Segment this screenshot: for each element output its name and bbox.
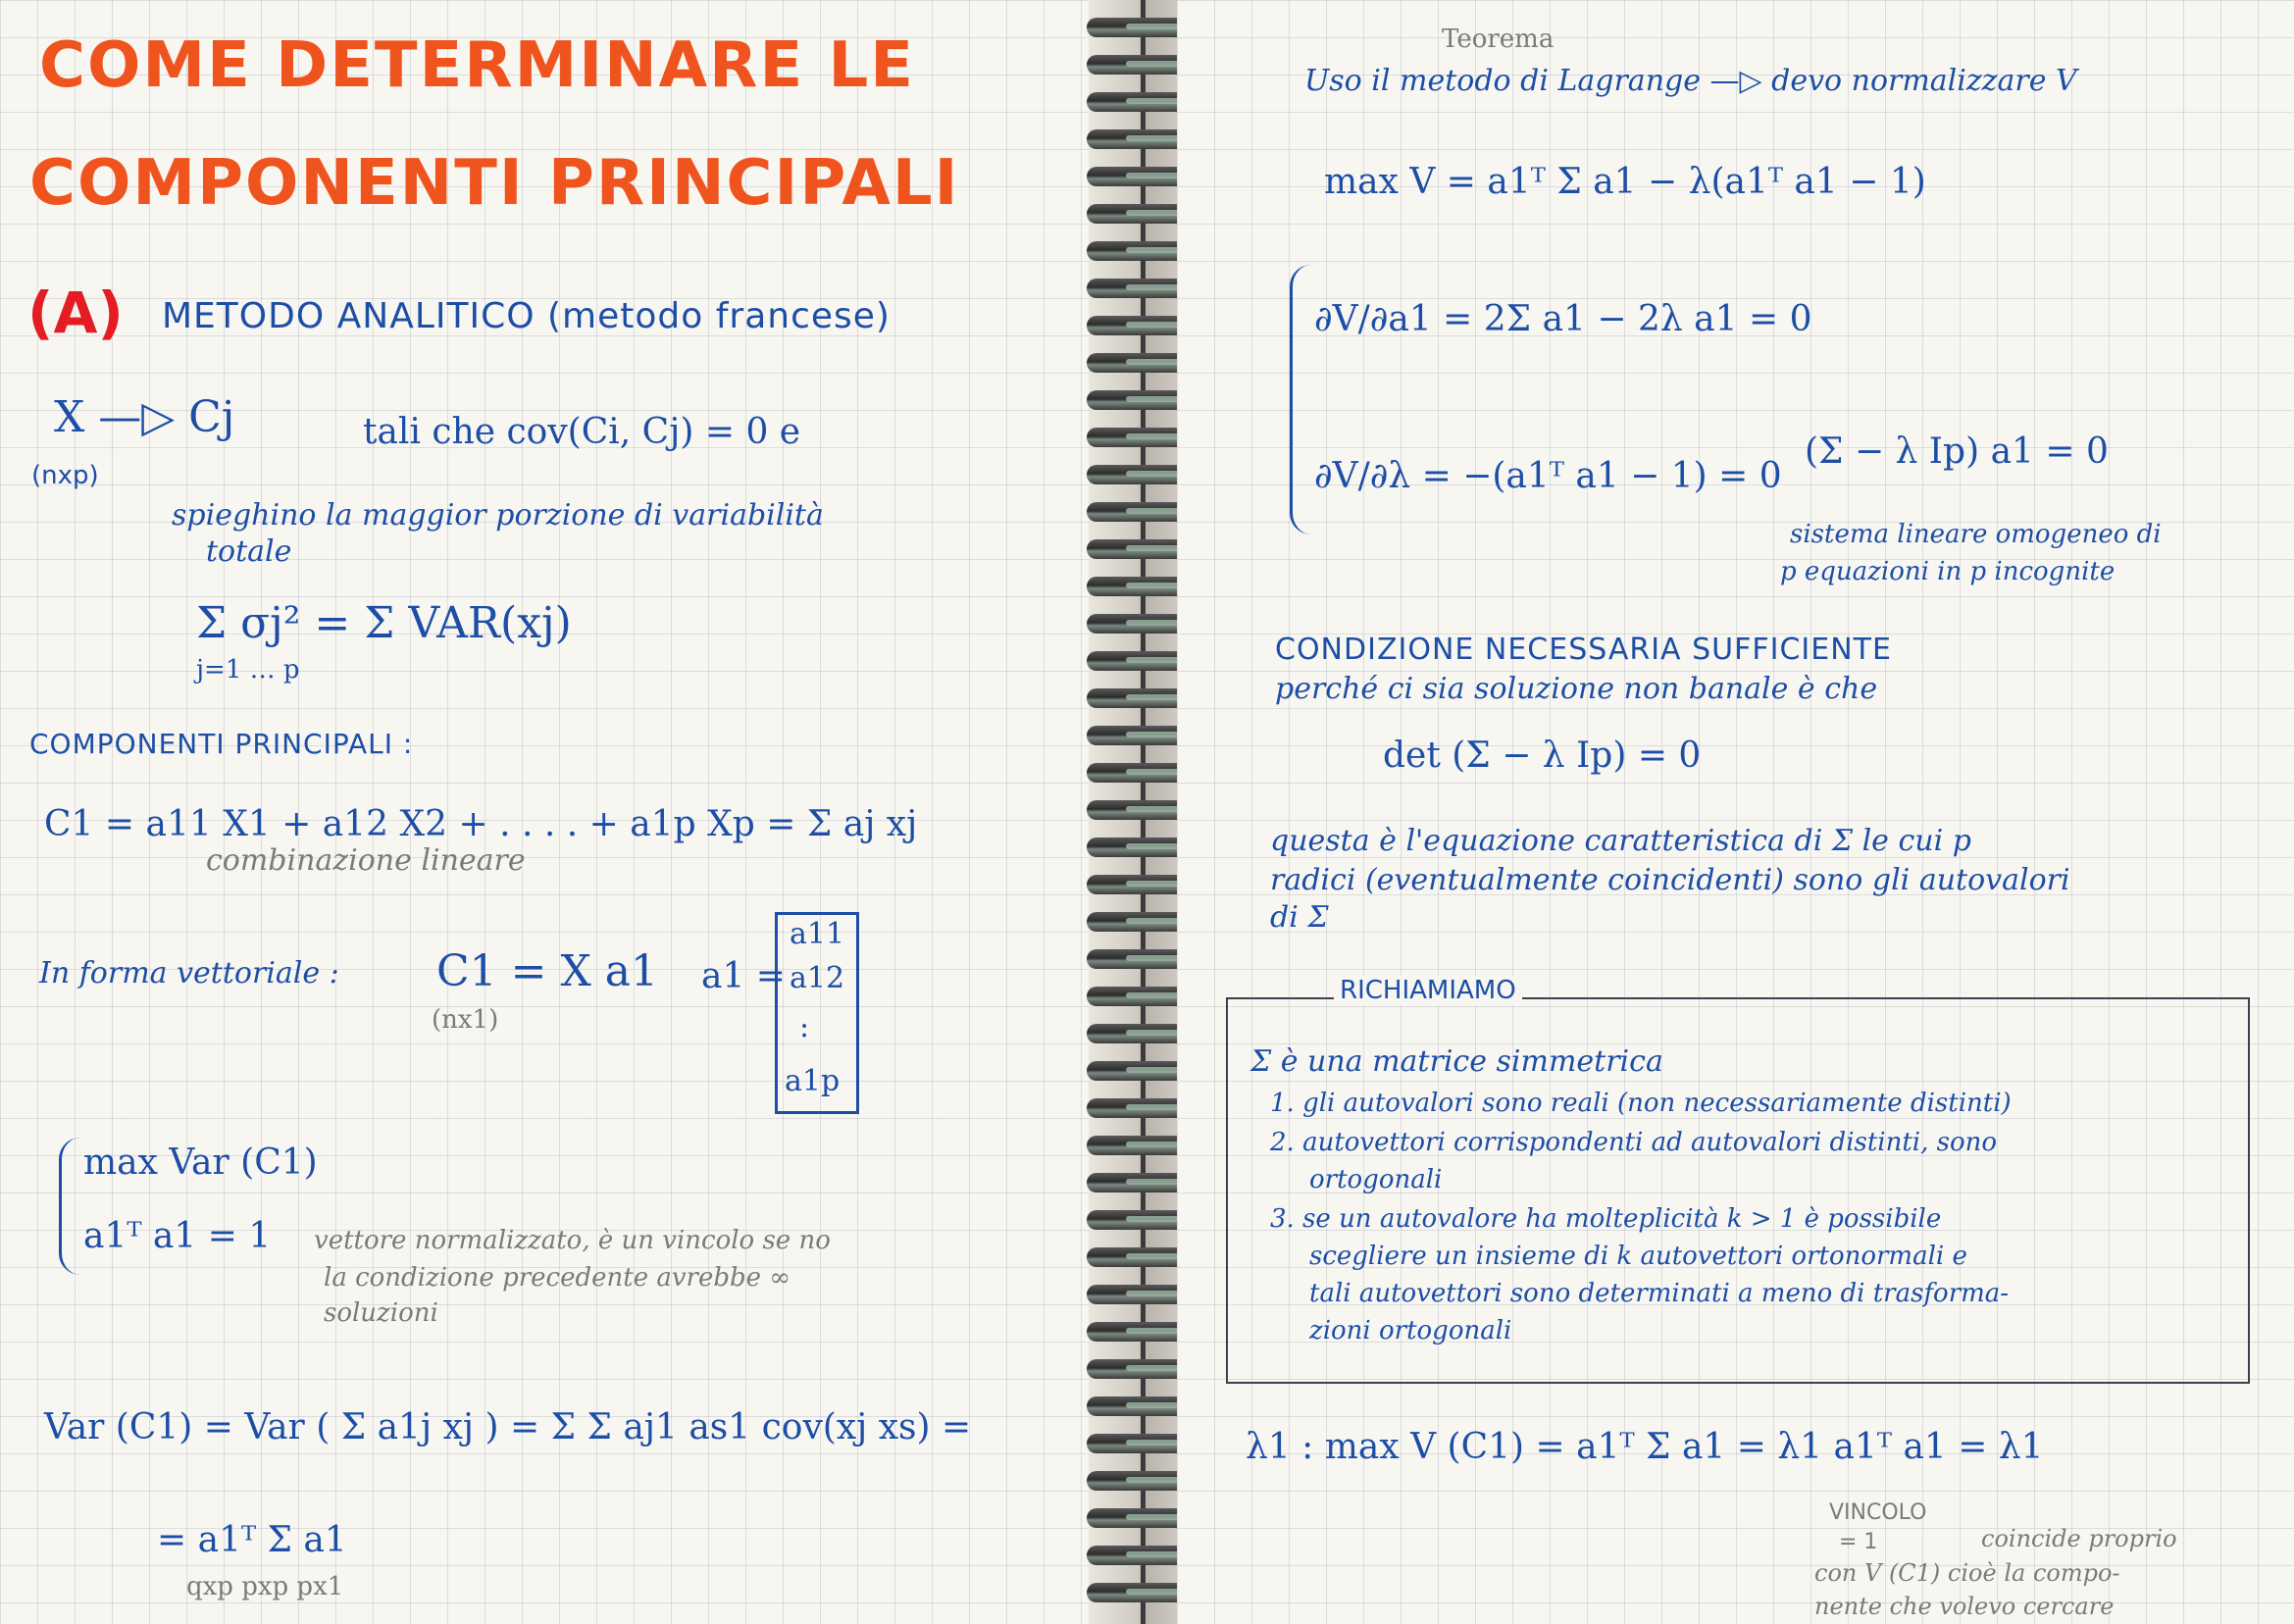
recall-item-3d: zioni ortogonali: [1309, 1316, 1512, 1345]
vector-entry-4: a1p: [785, 1064, 841, 1098]
vector-equation: C1 = X a1: [436, 946, 659, 996]
recall-item-2a: 2. autovettori corrispondenti ad autovalori distinti, sono: [1270, 1128, 1998, 1157]
map-line: X —▷ Cj: [54, 392, 235, 442]
constraint-note-2: la condizione precedente avrebbe ∞: [324, 1263, 790, 1293]
vincolo-value: = 1: [1839, 1530, 1878, 1554]
vector-entry-3: :: [799, 1010, 810, 1044]
determinant-equation: det (Σ − λ Ip) = 0: [1383, 736, 1702, 776]
characteristic-line-3: di Σ: [1270, 900, 1329, 935]
homogeneous-line-2: p equazioni in p incognite: [1780, 557, 2116, 586]
recall-title: RICHIAMIAMO: [1334, 976, 1522, 1005]
derivative-a1: ∂V/∂a1 = 2Σ a1 − 2λ a1 = 0: [1314, 299, 1812, 339]
recall-item-3c: tali autovettori sono determinati a meno di trasforma-: [1309, 1279, 2010, 1308]
var-result: = a1ᵀ Σ a1: [157, 1520, 347, 1560]
unit-constraint: a1ᵀ a1 = 1: [83, 1216, 272, 1256]
coincide-line-1: coincide proprio: [1981, 1525, 2177, 1552]
var-dimensions: qxp pxp px1: [186, 1572, 344, 1601]
vector-dimension: (nx1): [432, 1005, 499, 1035]
title-line-1: COME DETERMINARE LE: [39, 29, 915, 102]
left-notebook-page: [0, 0, 1108, 1624]
lambda-equation: λ1 : max V (C1) = a1ᵀ Σ a1 = λ1 a1ᵀ a1 = λ1: [1246, 1427, 2044, 1467]
max-v-equation: max V = a1ᵀ Σ a1 − λ(a1ᵀ a1 − 1): [1324, 162, 1926, 202]
constraint-note-3: soluzioni: [324, 1298, 438, 1328]
recall-item-3b: scegliere un insieme di k autovettori ortonormali e: [1309, 1242, 1967, 1271]
vector-entry-2: a12: [790, 961, 845, 995]
coincide-line-2: con V (C1) cioè la compo-: [1814, 1559, 2120, 1587]
explain-line-1: spieghino la maggior porzione di variabilità: [172, 498, 824, 533]
map-condition: tali che cov(Ci, Cj) = 0 e: [363, 412, 801, 452]
recall-intro: Σ è una matrice simmetrica: [1250, 1044, 1663, 1079]
vincolo-label: VINCOLO: [1829, 1500, 1927, 1525]
theorem-label: Teorema: [1442, 25, 1555, 54]
homogeneous-line-1: sistema lineare omogeneo di: [1790, 520, 2162, 549]
section-a-letter: (A): [27, 279, 124, 346]
max-system-brace: [59, 1138, 81, 1275]
pc-heading: COMPONENTI PRINCIPALI :: [29, 728, 414, 760]
vector-form-label: In forma vettoriale :: [39, 956, 339, 990]
lagrange-line: Uso il metodo di Lagrange —▷ devo normalizzare V: [1304, 64, 2077, 98]
vector-entry-1: a11: [790, 917, 845, 951]
section-a-title: METODO ANALITICO (metodo francese): [162, 296, 891, 336]
condition-title: CONDIZIONE NECESSARIA SUFFICIENTE: [1275, 633, 1892, 667]
vector-a-label: a1 =: [701, 956, 786, 996]
derivative-lambda: ∂V/∂λ = −(a1ᵀ a1 − 1) = 0: [1314, 456, 1782, 496]
max-variance: max Var (C1): [83, 1142, 318, 1183]
system-result: (Σ − λ Ip) a1 = 0: [1805, 431, 2109, 472]
coincide-line-3: nente che volevo cercare: [1814, 1593, 2115, 1620]
characteristic-line-1: questa è l'equazione caratteristica di Σ le cui p: [1270, 824, 1971, 858]
constraint-note-1: vettore normalizzato, è un vincolo se no: [314, 1226, 831, 1255]
map-dimension: (nxp): [31, 461, 99, 490]
recall-item-3a: 3. se un autovalore ha molteplicità k > 1 è possibile: [1270, 1204, 1942, 1234]
c1-note: combinazione lineare: [206, 843, 526, 878]
recall-item-1: 1. gli autovalori sono reali (non necessariamente distinti): [1270, 1089, 2012, 1118]
title-line-2: COMPONENTI PRINCIPALI: [29, 147, 960, 220]
condition-text: perché ci sia soluzione non banale è che: [1275, 672, 1878, 706]
variance-index: j=1 … p: [196, 655, 300, 685]
variance-equation: Σ σj² = Σ VAR(xj): [196, 598, 572, 648]
c1-equation: C1 = a11 X1 + a12 X2 + . . . . + a1p Xp = Σ aj xj: [44, 804, 918, 844]
recall-item-2b: ortogonali: [1309, 1165, 1443, 1194]
var-c1-equation: Var (C1) = Var ( Σ a1j xj ) = Σ Σ aj1 as1 cov(xj xs) =: [44, 1407, 972, 1447]
derivative-system-brace: [1290, 265, 1314, 534]
characteristic-line-2: radici (eventualmente coincidenti) sono gli autovalori: [1270, 863, 2070, 897]
right-notebook-page: [1177, 0, 2294, 1624]
explain-line-2: totale: [206, 534, 292, 569]
